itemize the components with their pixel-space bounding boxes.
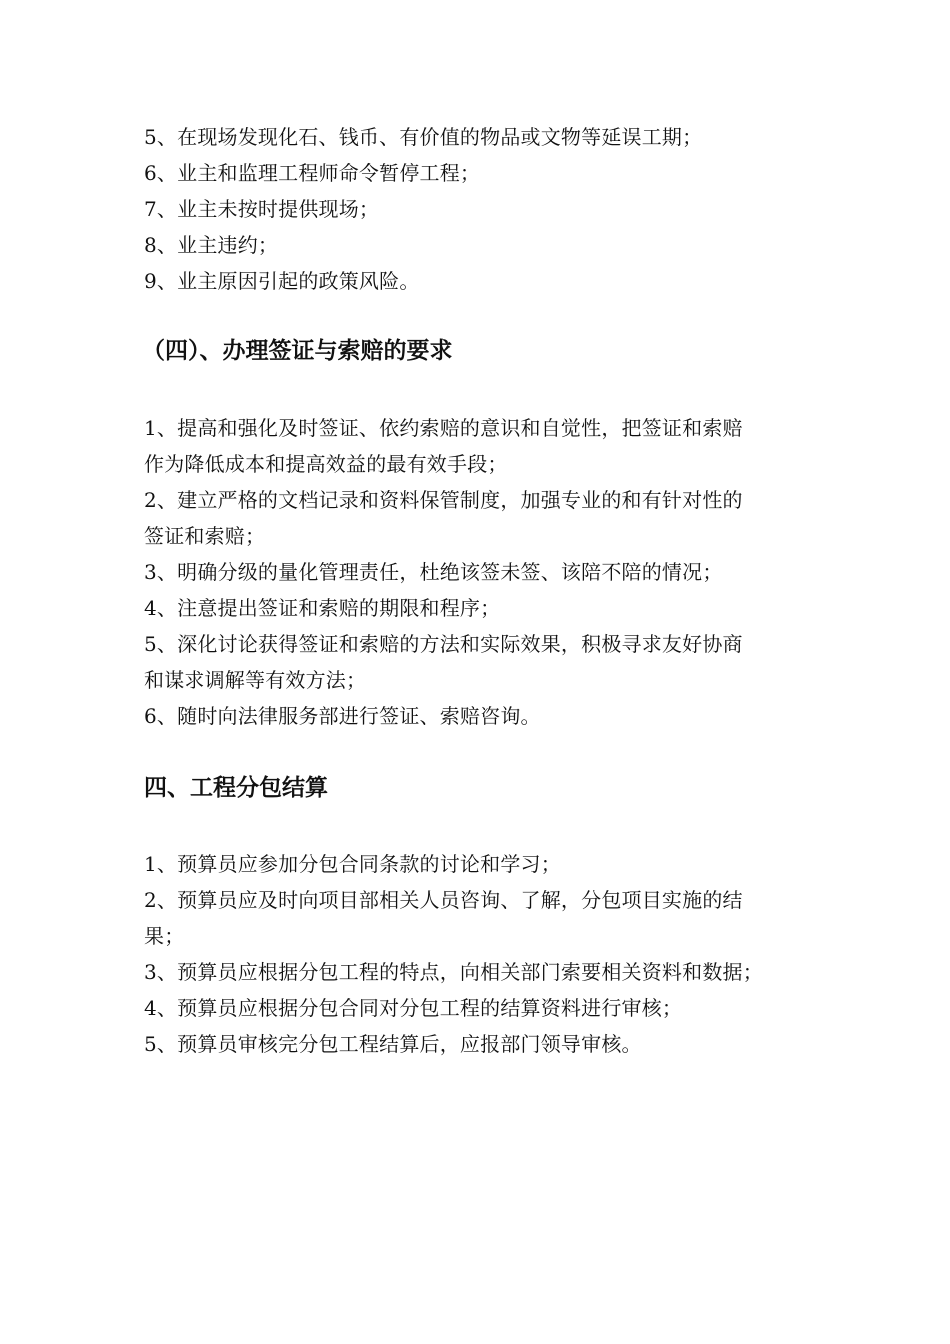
list-item: 5、在现场发现化石、钱币、有价值的物品或文物等延误工期； [144, 125, 703, 149]
list-item: 5、深化讨论获得签证和索赔的方法和实际效果，积极寻求友好协商 [144, 632, 743, 656]
list-item: 5、预算员审核完分包工程结算后，应报部门领导审核。 [144, 1032, 642, 1056]
list-item-continuation: 和谋求调解等有效方法； [144, 668, 367, 692]
list-item: 7、业主未按时提供现场； [144, 197, 380, 221]
section-heading-subcontract-settlement: 四、工程分包结算 [144, 775, 328, 801]
list-item-continuation: 签证和索赔； [144, 524, 266, 548]
list-item: 4、注意提出签证和索赔的期限和程序； [144, 596, 501, 620]
list-item: 2、预算员应及时向项目部相关人员咨询、了解，分包项目实施的结 [144, 888, 743, 912]
list-item-continuation: 果； [144, 924, 185, 948]
list-item: 8、业主违约； [144, 233, 279, 257]
list-item: 6、随时向法律服务部进行签证、索赔咨询。 [144, 704, 541, 728]
list-item: 3、明确分级的量化管理责任，杜绝该签未签、该陪不陪的情况； [144, 560, 723, 584]
list-item: 9、业主原因引起的政策风险。 [144, 269, 420, 293]
list-item: 2、建立严格的文档记录和资料保管制度，加强专业的和有针对性的 [144, 488, 743, 512]
delay-causes-list [144, 119, 824, 299]
section-heading-signoff-requirements: （四）、办理签证与索赔的要求 [142, 338, 453, 364]
signoff-requirements-list [144, 410, 824, 734]
list-item: 3、预算员应根据分包工程的特点，向相关部门索要相关资料和数据； [144, 960, 763, 984]
list-item: 6、业主和监理工程师命令暂停工程； [144, 161, 481, 185]
list-item-continuation: 作为降低成本和提高效益的最有效手段； [144, 452, 508, 476]
list-item: 4、预算员应根据分包合同对分包工程的结算资料进行审核； [144, 996, 683, 1020]
subcontract-settlement-list [144, 846, 824, 1062]
list-item: 1、提高和强化及时签证、依约索赔的意识和自觉性，把签证和索赔 [144, 416, 743, 440]
list-item: 1、预算员应参加分包合同条款的讨论和学习； [144, 852, 561, 876]
